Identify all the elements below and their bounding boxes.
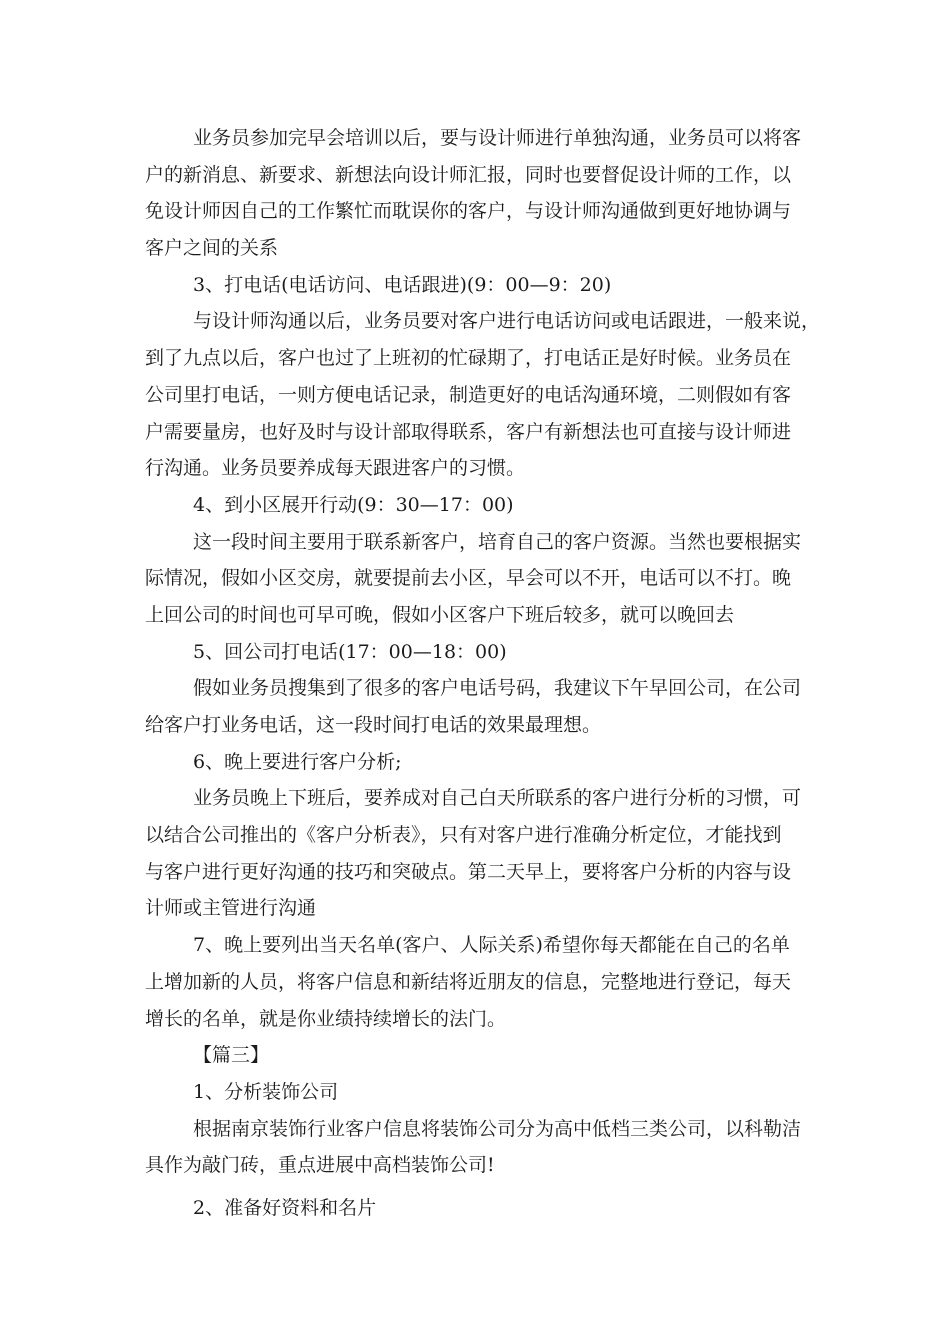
paragraph-line: 6、晚上要进行客户分析;	[193, 750, 402, 773]
paragraph-line: 业务员晚上下班后，要养成对自己白天所联系的客户进行分析的习惯，可	[193, 787, 802, 810]
paragraph-line: 3、打电话(电话访问、电话跟进)(9：00—9：20)	[193, 273, 612, 296]
paragraph-line: 与设计师沟通以后，业务员要对客户进行电话访问或电话跟进，一般来说，	[193, 310, 821, 333]
paragraph-line: 增长的名单，就是你业绩持续增长的法门。	[145, 1007, 507, 1030]
paragraph-line: 户的新消息、新要求、新想法向设计师汇报，同时也要督促设计师的工作，以	[145, 163, 792, 186]
paragraph-line: 2、准备好资料和名片	[193, 1196, 377, 1219]
paragraph-line: 客户之间的关系	[145, 237, 279, 260]
paragraph-line: 上回公司的时间也可早可晚，假如小区客户下班后较多，就可以晚回去	[145, 603, 735, 626]
paragraph-line: 【篇三】	[193, 1044, 270, 1067]
paragraph-line: 7、晚上要列出当天名单(客户、人际关系)希望你每天都能在自己的名单	[193, 934, 790, 957]
document-body	[145, 120, 825, 1227]
paragraph-line: 给客户打业务电话，这一段时间打电话的效果最理想。	[145, 714, 602, 736]
paragraph-line: 户需要量房，也好及时与设计部取得联系，客户有新想法也可直接与设计师进	[145, 420, 792, 443]
paragraph-line: 假如业务员搜集到了很多的客户电话号码，我建议下午早回公司，在公司	[193, 677, 802, 700]
paragraph-line: 以结合公司推出的《客户分析表》，只有对客户进行准确分析定位，才能找到	[145, 824, 782, 847]
paragraph-line: 到了九点以后，客户也过了上班初的忙碌期了，打电话正是好时候。业务员在	[145, 347, 792, 370]
paragraph-line: 与客户进行更好沟通的技巧和突破点。第二天早上，要将客户分析的内容与设	[145, 860, 792, 883]
paragraph-line: 业务员参加完早会培训以后，要与设计师进行单独沟通，业务员可以将客	[193, 127, 802, 149]
paragraph-line: 计师或主管进行沟通	[145, 897, 317, 920]
paragraph-line: 4、到小区展开行动(9：30—17：00)	[193, 493, 514, 516]
paragraph-line: 行沟通。业务员要养成每天跟进客户的习惯。	[145, 457, 526, 480]
paragraph-line: 公司里打电话，一则方便电话记录，制造更好的电话沟通环境，二则假如有客	[145, 383, 792, 406]
paragraph-line: 5、回公司打电话(17：00—18：00)	[193, 640, 507, 663]
paragraph-line: 1、分析装饰公司	[193, 1080, 339, 1103]
paragraph-line: 际情况，假如小区交房，就要提前去小区，早会可以不开，电话可以不打。晚	[145, 567, 792, 590]
paragraph-line: 具作为敲门砖，重点进展中高档装饰公司!	[145, 1154, 495, 1177]
paragraph-line: 免设计师因自己的工作繁忙而耽误你的客户，与设计师沟通做到更好地协调与	[145, 200, 792, 223]
paragraph-line: 这一段时间主要用于联系新客户，培育自己的客户资源。当然也要根据实	[193, 530, 802, 553]
paragraph-line: 上增加新的人员，将客户信息和新结将近朋友的信息，完整地进行登记，每天	[145, 970, 792, 993]
paragraph-line: 根据南京装饰行业客户信息将装饰公司分为高中低档三类公司，以科勒洁	[193, 1117, 802, 1140]
